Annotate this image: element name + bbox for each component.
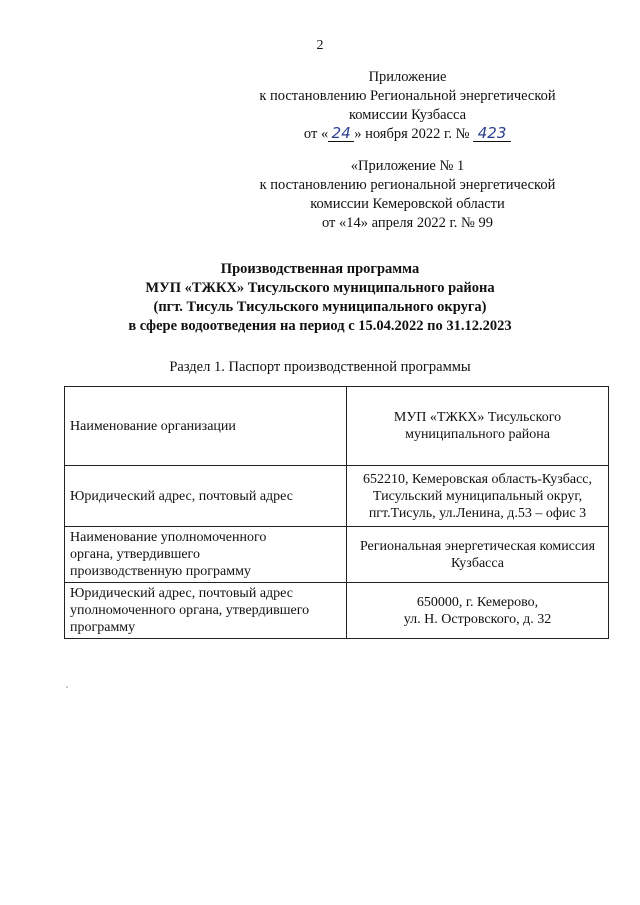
label-line: органа, утвердившего bbox=[70, 547, 200, 562]
appendix-current-line2: к постановлению Региональной энергетической bbox=[259, 88, 556, 104]
value-line: Кузбасса bbox=[451, 555, 504, 571]
value-line: пгт.Тисуль, ул.Ленина, д.53 – офис 3 bbox=[368, 505, 587, 521]
table-cell-label bbox=[65, 466, 347, 527]
table-cell-label bbox=[65, 583, 347, 639]
section-heading: Раздел 1. Паспорт производственной программы bbox=[169, 359, 471, 375]
value-line: муниципального района bbox=[405, 427, 550, 442]
table-row bbox=[65, 527, 609, 583]
appendix-original-line2: к постановлению региональной энергетической bbox=[259, 177, 556, 193]
table-cell-label bbox=[65, 387, 347, 466]
label-line: производственную программу bbox=[70, 564, 251, 579]
program-title bbox=[0, 260, 640, 336]
appendix-current-date-line bbox=[210, 125, 605, 144]
program-title-line2: МУП «ТЖКХ» Тисульского муниципального района bbox=[145, 280, 495, 296]
value-line: 652210, Кемеровская область-Кузбасс, bbox=[362, 471, 592, 487]
table-cell-label bbox=[65, 527, 347, 583]
appendix-current-line1: Приложение bbox=[368, 69, 447, 85]
label-text: Юридический адрес, почтовый адрес bbox=[70, 488, 293, 504]
table-row bbox=[65, 466, 609, 527]
appendix-original-line1: «Приложение № 1 bbox=[350, 158, 465, 174]
handwritten-decree-number: 423 bbox=[473, 126, 511, 142]
table-row bbox=[65, 583, 609, 639]
value-line: Региональная энергетическая комиссия bbox=[359, 538, 596, 554]
date-middle: » ноября 2022 г. № bbox=[354, 126, 470, 142]
program-title-line3: (пгт. Тисуль Тисульского муниципального округа) bbox=[153, 299, 487, 315]
program-title-line1: Производственная программа bbox=[220, 261, 420, 277]
label-line: Юридический адрес, почтовый адрес bbox=[70, 586, 293, 601]
date-prefix: от « bbox=[303, 126, 329, 142]
scan-speck bbox=[66, 686, 68, 688]
program-title-line4: в сфере водоотведения на период с 15.04.2022 по 31.12.2023 bbox=[128, 318, 512, 334]
handwritten-day: 24 bbox=[328, 126, 354, 142]
table-cell-value bbox=[347, 583, 609, 639]
label-line: уполномоченного органа, утвердившего bbox=[70, 603, 310, 618]
value-line: ул. Н. Островского, д. 32 bbox=[403, 611, 552, 627]
value-line: Тисульский муниципальный округ, bbox=[372, 488, 583, 504]
label-text: Наименование организации bbox=[70, 418, 236, 434]
table-cell-value bbox=[347, 527, 609, 583]
page-number: 2 bbox=[316, 38, 324, 53]
passport-table bbox=[64, 386, 609, 639]
value-line: МУП «ТЖКХ» Тисульского bbox=[393, 410, 562, 425]
appendix-current-line3: комиссии Кузбасса bbox=[348, 107, 467, 123]
table-cell-value bbox=[347, 387, 609, 466]
appendix-current-header bbox=[210, 68, 605, 144]
appendix-original-line3: комиссии Кемеровской области bbox=[310, 196, 505, 212]
label-line: программу bbox=[70, 620, 136, 635]
table-cell-value bbox=[347, 466, 609, 527]
appendix-original-header bbox=[210, 157, 605, 233]
table-row bbox=[65, 387, 609, 466]
appendix-original-line4: от «14» апреля 2022 г. № 99 bbox=[321, 215, 493, 231]
value-line: 650000, г. Кемерово, bbox=[416, 594, 539, 610]
label-line: Наименование уполномоченного bbox=[70, 530, 267, 545]
